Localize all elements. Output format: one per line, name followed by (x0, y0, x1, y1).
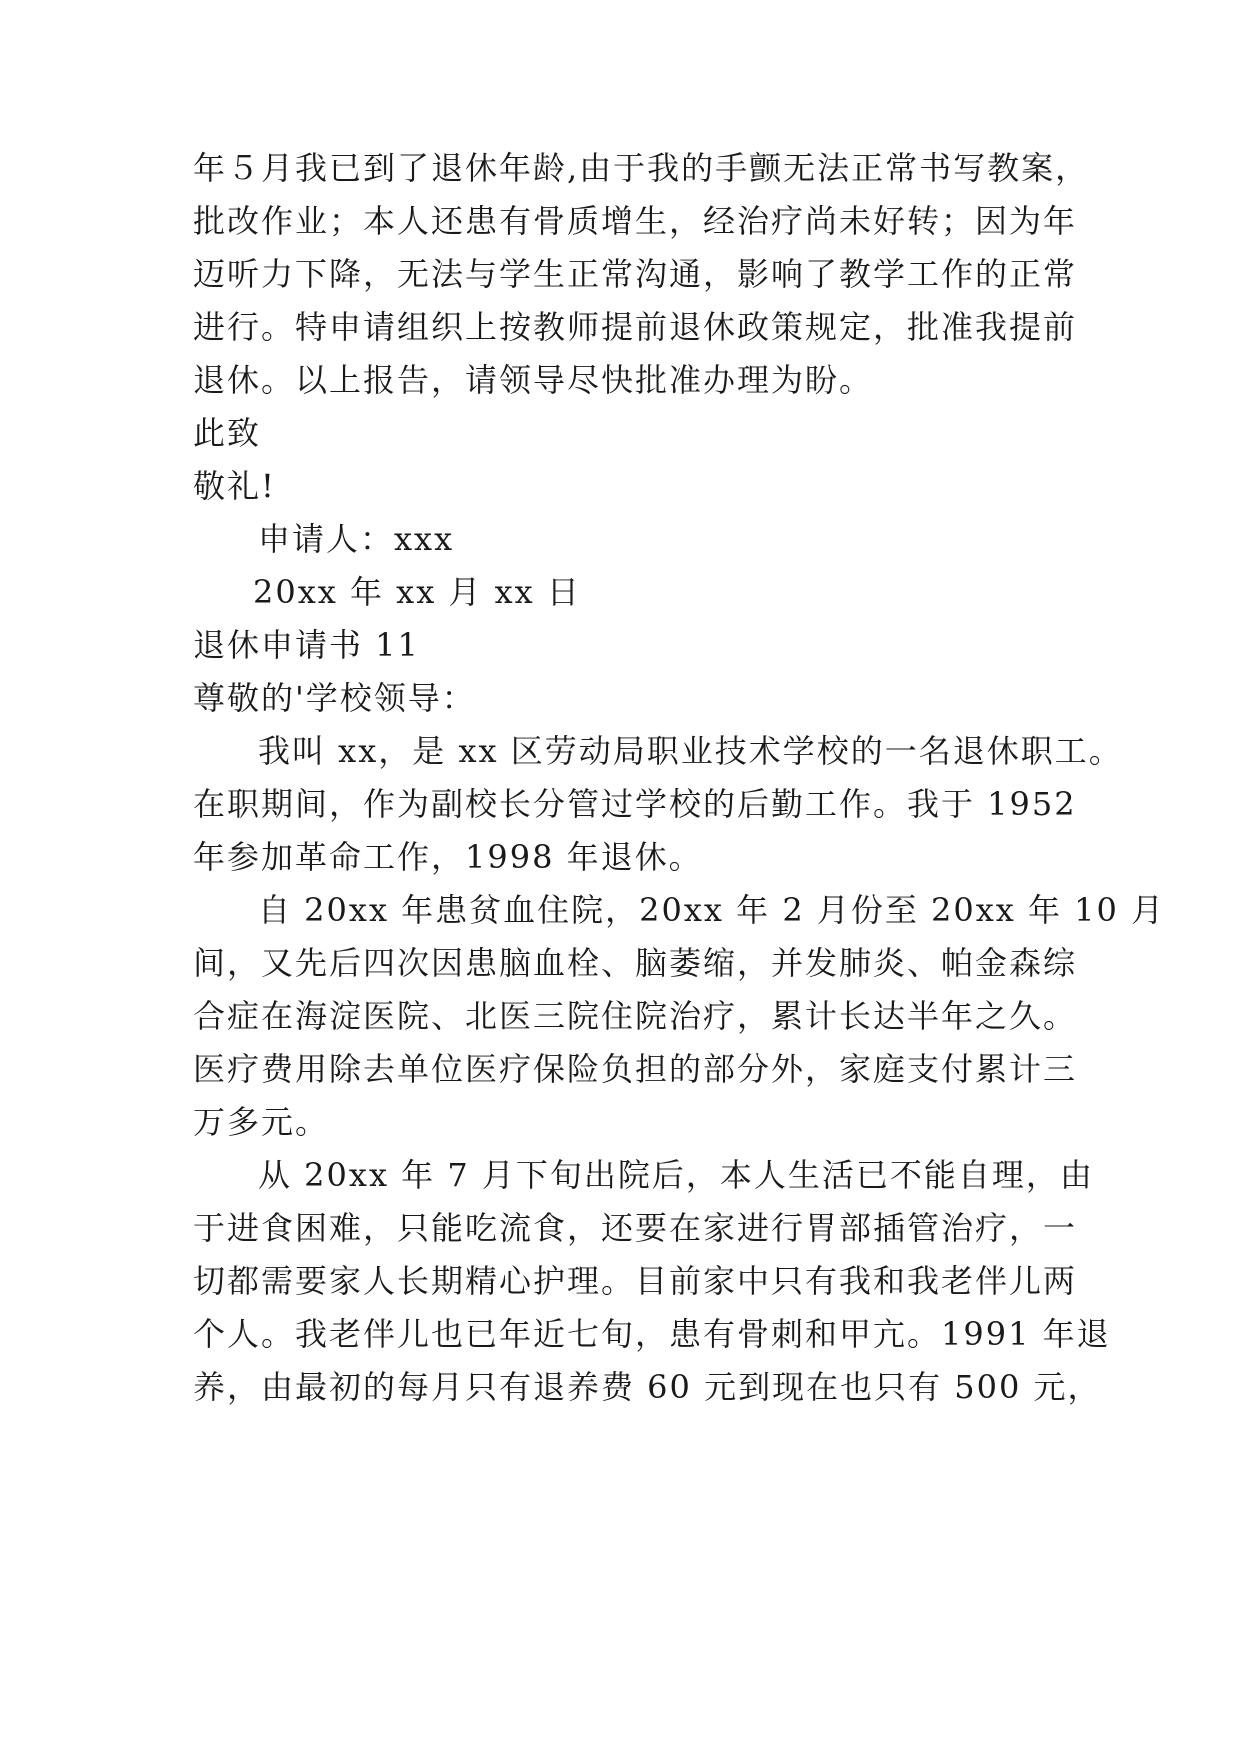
paragraph-line: 自 20xx 年患贫血住院，20xx 年 2 月份至 20xx 年 10 月 (258, 891, 1166, 929)
closing-regards: 敬礼! (193, 467, 276, 505)
paragraph-line: 年参加革命工作，1998 年退休。 (193, 838, 703, 876)
paragraph-line: 合症在海淀医院、北医三院住院治疗，累计长达半年之久。 (193, 997, 1078, 1035)
paragraph-line: 医疗费用除去单位医疗保险负担的部分外，家庭支付累计三 (193, 1050, 1078, 1088)
paragraph-line: 进行。特申请组织上按教师提前退休政策规定，批准我提前 (193, 308, 1078, 346)
section-title: 退休申请书 11 (193, 626, 420, 664)
paragraph-line: 在职期间，作为副校长分管过学校的后勤工作。我于 1952 (193, 785, 1077, 823)
paragraph-line: 我叫 xx，是 xx 区劳动局职业技术学校的一名退休职工。 (258, 732, 1123, 770)
paragraph-line: 退休。以上报告，请领导尽快批准办理为盼。 (193, 361, 874, 399)
paragraph-line: 迈听力下降，无法与学生正常沟通，影响了教学工作的正常 (193, 255, 1078, 293)
paragraph-line: 万多元。 (193, 1103, 330, 1141)
applicant-signature: 申请人：xxx (258, 520, 455, 558)
paragraph-line: 于进食困难，只能吃流食，还要在家进行胃部插管治疗，一 (193, 1209, 1078, 1247)
closing-salutation: 此致 (193, 414, 262, 452)
paragraph-line: 个人。我老伴儿也已年近七旬，患有骨刺和甲亢。1991 年退 (193, 1315, 1111, 1353)
greeting: 尊敬的'学校领导： (193, 679, 476, 717)
paragraph-line: 养，由最初的每月只有退养费 60 元到现在也只有 500 元， (193, 1368, 1102, 1406)
paragraph-line: 年５月我已到了退休年龄,由于我的手颤无法正常书写教案， (193, 149, 1090, 187)
paragraph-line: 间，又先后四次因患脑血栓、脑萎缩，并发肺炎、帕金森综 (193, 944, 1078, 982)
paragraph-line: 批改作业；本人还患有骨质增生，经治疗尚未好转；因为年 (193, 202, 1078, 240)
paragraph-line: 从 20xx 年 7 月下旬出院后，本人生活已不能自理，由 (258, 1156, 1094, 1194)
signature-date: 20xx 年 xx 月 xx 日 (253, 573, 581, 611)
paragraph-line: 切都需要家人长期精心护理。目前家中只有我和我老伴儿两 (193, 1262, 1078, 1300)
